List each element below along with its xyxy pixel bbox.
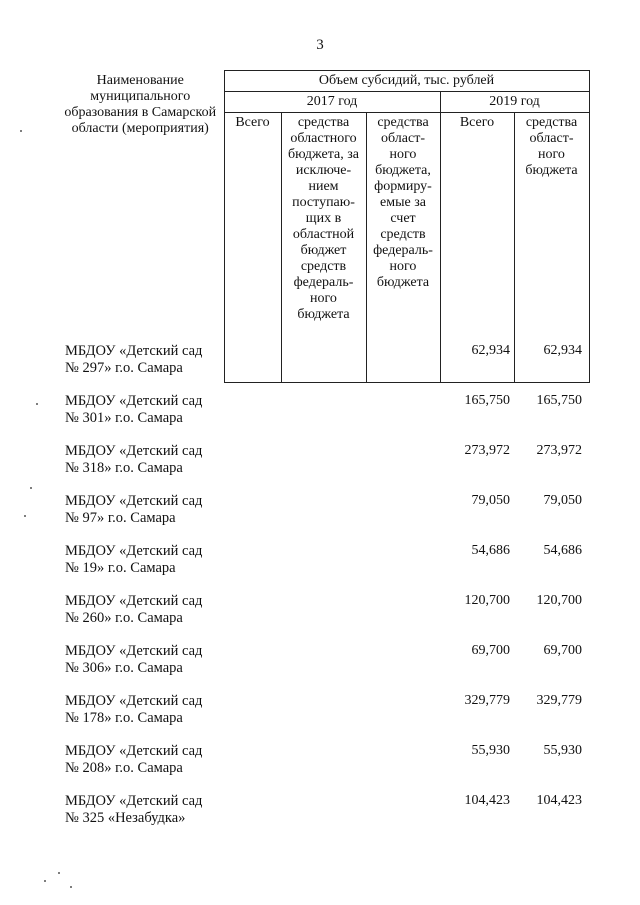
- regional-2019-value: 54,686: [543, 543, 582, 558]
- scan-speck: [70, 886, 72, 888]
- total-2019-value: 165,750: [464, 393, 510, 408]
- scan-speck: [36, 403, 38, 405]
- total-2019-value: 104,423: [464, 793, 510, 808]
- table-row: [0, 343, 640, 383]
- header-regional-from-federal: средства област-ного бюджета, формиру-емые за счет средств федераль-ного бюджета: [366, 113, 440, 383]
- scan-speck: [58, 872, 60, 874]
- header-year-2019: 2019 год: [440, 92, 589, 113]
- scan-speck: [20, 130, 22, 132]
- institution-name: МБДОУ «Детский сад № 301» г.о. Самара: [65, 393, 203, 426]
- institution-name: МБДОУ «Детский сад № 208» г.о. Самара: [65, 743, 203, 776]
- header-name-column: Наименование муниципального образования в Самарской области (мероприятия): [57, 71, 224, 383]
- table-row: [0, 393, 640, 433]
- scan-speck: [24, 515, 26, 517]
- regional-2019-value: 55,930: [543, 743, 582, 758]
- total-2019-value: 54,686: [471, 543, 510, 558]
- total-2019-value: 120,700: [464, 593, 510, 608]
- header-year-2017: 2017 год: [224, 92, 440, 113]
- header-total-2017: Всего: [224, 113, 281, 383]
- total-2019-value: 69,700: [471, 643, 510, 658]
- regional-2019-value: 62,934: [543, 343, 582, 358]
- total-2019-value: 273,972: [464, 443, 510, 458]
- header-regional-2019: средства област-ного бюджета: [514, 113, 589, 383]
- header-subsidies: Объем субсидий, тыс. рублей: [224, 71, 589, 92]
- regional-2019-value: 69,700: [543, 643, 582, 658]
- institution-name: МБДОУ «Детский сад № 297» г.о. Самара: [65, 343, 203, 376]
- regional-2019-value: 273,972: [536, 443, 582, 458]
- table-row: [0, 443, 640, 483]
- table-row: [0, 743, 640, 783]
- total-2019-value: 329,779: [464, 693, 510, 708]
- institution-name: МБДОУ «Детский сад № 178» г.о. Самара: [65, 693, 203, 726]
- institution-name: МБДОУ «Детский сад № 260» г.о. Самара: [65, 593, 203, 626]
- institution-name: МБДОУ «Детский сад № 97» г.о. Самара: [65, 493, 203, 526]
- header-regional-excl-federal: средства областного бюджета, за исключе-нием поступаю-щих в областной бюджет средств федераль-ного бюджета: [281, 113, 366, 383]
- institution-name: МБДОУ «Детский сад № 325 «Незабудка»: [65, 793, 203, 826]
- institution-name: МБДОУ «Детский сад № 19» г.о. Самара: [65, 543, 203, 576]
- institution-name: МБДОУ «Детский сад № 318» г.о. Самара: [65, 443, 203, 476]
- table-row: [0, 593, 640, 633]
- total-2019-value: 79,050: [471, 493, 510, 508]
- table-row: [0, 543, 640, 583]
- total-2019-value: 55,930: [471, 743, 510, 758]
- regional-2019-value: 79,050: [543, 493, 582, 508]
- scan-speck: [44, 880, 46, 882]
- total-2019-value: 62,934: [471, 343, 510, 358]
- table-row: [0, 643, 640, 683]
- regional-2019-value: 165,750: [536, 393, 582, 408]
- page-number: 3: [316, 37, 324, 53]
- regional-2019-value: 329,779: [536, 693, 582, 708]
- scan-speck: [30, 487, 32, 489]
- header-total-2019: Всего: [440, 113, 514, 383]
- table-row: [0, 693, 640, 733]
- table-row: [0, 793, 640, 833]
- table-row: [0, 493, 640, 533]
- institution-name: МБДОУ «Детский сад № 306» г.о. Самара: [65, 643, 203, 676]
- regional-2019-value: 104,423: [536, 793, 582, 808]
- regional-2019-value: 120,700: [536, 593, 582, 608]
